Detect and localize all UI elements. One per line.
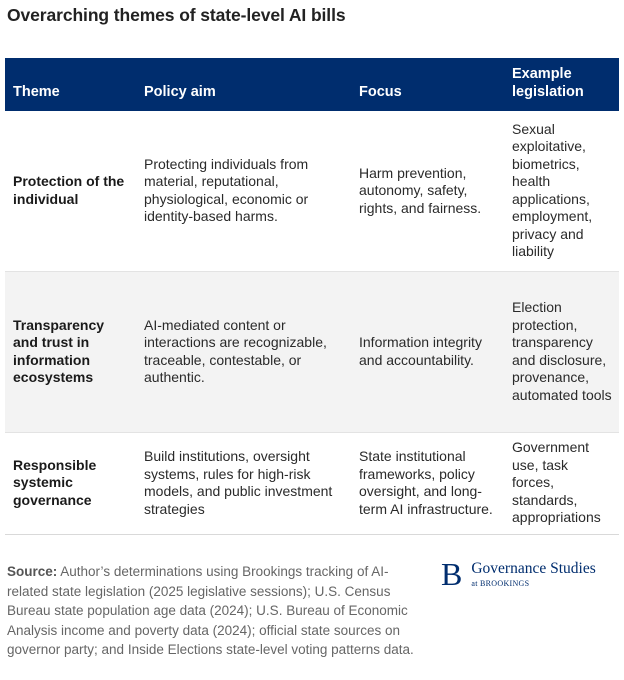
example-legislation-cell: Election protection, transparency and disclosure, provenance, automated tools — [504, 271, 619, 432]
policy-aim-cell: Build institutions, oversight systems, rules for high-risk models, and public investment strategies — [136, 432, 351, 534]
policy-aim-cell: AI-mediated content or interactions are recognizable, traceable, contestable, or authentic. — [136, 271, 351, 432]
logo-text — [471, 560, 595, 588]
example-legislation-cell: Government use, task forces, standards, appropriations — [504, 432, 619, 534]
example-legislation-cell: Sexual exploitative, biometrics, health applications, employment, privacy and liability — [504, 111, 619, 271]
page-title: Overarching themes of state-level AI bills — [7, 5, 346, 25]
theme-cell: Responsible systemic governance — [5, 432, 136, 534]
header-focus: Focus — [351, 58, 504, 111]
policy-aim-cell: Protecting individuals from material, reputational, physiological, economic or identity-based harms. — [136, 111, 351, 271]
logo-name: Governance Studies — [471, 560, 596, 577]
source-text: Author’s determinations using Brookings tracking of AI-related state legislation (2025 legislative sessions); U.S. Census Bureau state population age data (2024); U.S. Bureau of Economic Analysis income and poverty data (2024); official state sources on governor party; and Inside Elections state-level voting patterns data. — [7, 564, 414, 657]
header-example-legislation: Example legislation — [504, 58, 619, 111]
table-row — [5, 271, 619, 432]
themes-table — [5, 58, 619, 535]
header-policy-aim: Policy aim — [136, 58, 351, 111]
theme-cell: Transparency and trust in information ecosystems — [5, 271, 136, 432]
brookings-b-mark: B — [441, 556, 463, 592]
source-label: Source: — [7, 564, 58, 579]
focus-cell: Harm prevention, autonomy, safety, rights, and fairness. — [351, 111, 504, 271]
table-header-row — [5, 58, 619, 111]
table-row — [5, 111, 619, 271]
source-note — [7, 562, 419, 660]
brookings-logo — [441, 558, 596, 590]
header-theme: Theme — [5, 58, 136, 111]
table-row — [5, 432, 619, 534]
focus-cell: State institutional frameworks, policy oversight, and long-term AI infrastructure. — [351, 432, 504, 534]
logo-subtitle: at BROOKINGS — [471, 579, 530, 588]
focus-cell: Information integrity and accountability. — [351, 271, 504, 432]
theme-cell: Protection of the individual — [5, 111, 136, 271]
